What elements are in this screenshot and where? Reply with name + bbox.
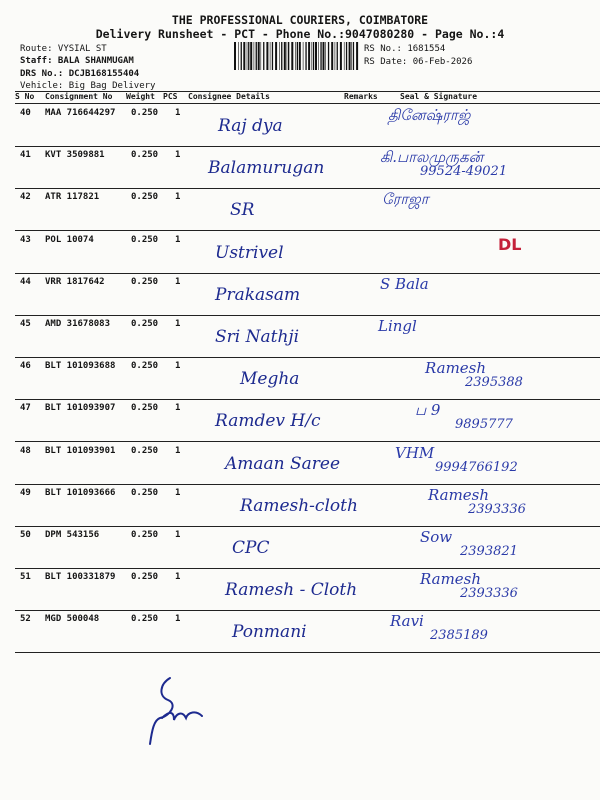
consignee-handwriting: SR [230, 200, 255, 221]
row-consignment-no: BLT 101093901 [45, 445, 116, 456]
row-pcs: 1 [175, 319, 181, 329]
table-row [0, 192, 600, 234]
consignee-handwriting: Sri Nathji [215, 327, 300, 347]
row-sno: 44 [20, 276, 31, 287]
col-weight: Weight [126, 92, 155, 101]
row-sno: 52 [20, 614, 31, 625]
rs-date: RS Date: 06-Feb-2026 [364, 57, 473, 67]
row-divider [15, 652, 600, 653]
row-weight: 0.250 [131, 234, 159, 245]
seal-signature: ரோஜா [382, 190, 429, 209]
row-sno: 40 [20, 108, 31, 118]
consignee-handwriting: Ustrivel [215, 242, 284, 263]
col-pcs: PCS [163, 92, 178, 101]
row-weight: 0.250 [131, 445, 159, 456]
row-divider [15, 188, 600, 189]
row-pcs: 1 [175, 150, 181, 161]
row-divider [15, 273, 600, 274]
row-pcs: 1 [175, 234, 181, 245]
company-title: THE PROFESSIONAL COURIERS, COIMBATORE [171, 13, 429, 27]
row-consignment-no: KVT 3509881 [45, 150, 105, 161]
runsheet-subtitle: Delivery Runsheet - PCT - Phone No.:9047080280 - Page No.:4 [95, 27, 505, 41]
row-divider [15, 315, 600, 316]
row-pcs: 1 [175, 572, 181, 583]
signature-phone: 2393336 [468, 501, 526, 517]
vehicle-label: Vehicle: Big Bag Delivery [20, 81, 156, 91]
table-row [0, 485, 600, 530]
row-sno: 46 [20, 361, 31, 372]
table-row [0, 108, 600, 150]
staff-signature-scribble [140, 670, 220, 750]
row-pcs: 1 [175, 530, 181, 540]
row-sno: 50 [20, 530, 31, 540]
consignee-handwriting: Balamurugan [208, 158, 325, 179]
row-consignment-no: BLT 101093907 [45, 403, 116, 414]
table-row [0, 403, 600, 445]
row-consignment-no: MAA 716644297 [45, 108, 116, 118]
row-divider [15, 610, 600, 611]
row-sno: 48 [20, 445, 31, 456]
row-consignment-no: VRR 1817642 [45, 276, 105, 287]
row-divider [15, 526, 600, 527]
row-consignment-no: DPM 543156 [45, 530, 100, 540]
drs-label: DRS No.: DCJB168155404 [20, 69, 140, 79]
signature-phone: 2393336 [460, 586, 518, 602]
row-divider [15, 399, 600, 400]
consignee-handwriting: Megha [240, 369, 300, 390]
row-sno: 49 [20, 487, 31, 498]
row-divider [15, 230, 600, 231]
row-pcs: 1 [175, 276, 181, 287]
barcode-image [233, 42, 359, 70]
row-weight: 0.250 [131, 614, 159, 625]
col-consignee: Consignee Details [188, 92, 270, 101]
consignee-handwriting: Ramesh - Cloth [225, 580, 358, 601]
row-divider [15, 484, 600, 485]
row-weight: 0.250 [131, 192, 159, 203]
row-consignment-no: AMD 31678083 [45, 319, 111, 329]
row-pcs: 1 [175, 108, 181, 118]
row-weight: 0.250 [131, 572, 159, 583]
table-row [0, 361, 600, 403]
table-row [0, 319, 600, 361]
seal-signature: ப 9 [415, 401, 441, 420]
row-divider [15, 357, 600, 358]
consignee-handwriting: Ponmani [232, 622, 307, 643]
table-row [0, 274, 600, 319]
row-consignment-no: BLT 101093666 [45, 487, 116, 498]
row-pcs: 1 [175, 403, 181, 414]
consignee-handwriting: CPC [232, 538, 270, 558]
row-sno: 43 [20, 234, 31, 245]
consignee-handwriting: Ramesh-cloth [240, 495, 358, 516]
rs-number: RS No.: 1681554 [364, 44, 446, 54]
row-sno: 41 [20, 150, 31, 161]
seal-signature: Ramesh [428, 485, 490, 504]
seal-signature: VHM [395, 443, 435, 462]
remark-mark: DL [498, 234, 522, 254]
row-consignment-no: ATR 117821 [45, 192, 100, 203]
table-row [0, 150, 600, 192]
row-weight: 0.250 [131, 487, 159, 498]
row-divider [15, 441, 600, 442]
seal-signature: Ramesh [420, 570, 482, 589]
row-sno: 51 [20, 572, 31, 583]
row-weight: 0.250 [131, 361, 159, 372]
header-bottom-rule [15, 103, 600, 104]
row-weight: 0.250 [131, 530, 159, 540]
row-sno: 47 [20, 403, 31, 414]
row-weight: 0.250 [131, 403, 159, 414]
row-divider [15, 568, 600, 569]
staff-label: Staff: BALA SHANMUGAM [20, 56, 134, 66]
signature-phone: 9895777 [455, 417, 513, 433]
row-consignment-no: MGD 500048 [45, 614, 100, 625]
row-weight: 0.250 [131, 319, 159, 329]
row-pcs: 1 [175, 614, 181, 625]
seal-signature: Ravi [390, 612, 424, 631]
row-consignment-no: BLT 101093688 [45, 361, 116, 372]
seal-signature: Ramesh [425, 359, 487, 378]
col-remarks: Remarks [344, 92, 378, 101]
row-pcs: 1 [175, 361, 181, 372]
row-pcs: 1 [175, 192, 181, 203]
col-seal-signature: Seal & Signature [400, 92, 478, 101]
seal-signature: Sow [420, 528, 453, 546]
signature-phone: 2393821 [460, 544, 518, 559]
row-weight: 0.250 [131, 276, 159, 287]
col-consignment: Consignment No [45, 92, 113, 101]
seal-signature: S Bala [380, 274, 429, 293]
seal-signature: Lingl [378, 317, 417, 335]
route-label: Route: VYSIAL ST [20, 44, 107, 54]
table-row [0, 572, 600, 614]
row-consignment-no: BLT 100331879 [45, 572, 116, 583]
consignee-handwriting: Amaan Saree [225, 453, 341, 474]
row-sno: 45 [20, 319, 31, 329]
signature-phone: 99524-49021 [420, 164, 508, 180]
signature-phone: 2385189 [430, 628, 488, 644]
signature-phone: 2395388 [465, 375, 523, 391]
consignee-handwriting: Ramdev H/c [215, 411, 321, 432]
table-row [0, 614, 600, 656]
col-sno: S No [15, 92, 35, 101]
signature-phone: 9994766192 [435, 459, 518, 475]
table-row [0, 530, 600, 572]
row-pcs: 1 [175, 445, 181, 456]
row-weight: 0.250 [131, 108, 159, 118]
row-pcs: 1 [175, 487, 181, 498]
row-weight: 0.250 [131, 150, 159, 161]
table-row [0, 443, 600, 488]
row-sno: 42 [20, 192, 31, 203]
consignee-handwriting: Raj dya [218, 116, 283, 136]
seal-signature: கி.பாலமுருகன் [380, 148, 484, 167]
consignee-handwriting: Prakasam [215, 284, 301, 305]
seal-signature: தினேஷ்ராஜ் [388, 106, 471, 124]
row-divider [15, 146, 600, 147]
row-consignment-no: POL 10074 [45, 234, 94, 245]
table-row [0, 235, 600, 277]
